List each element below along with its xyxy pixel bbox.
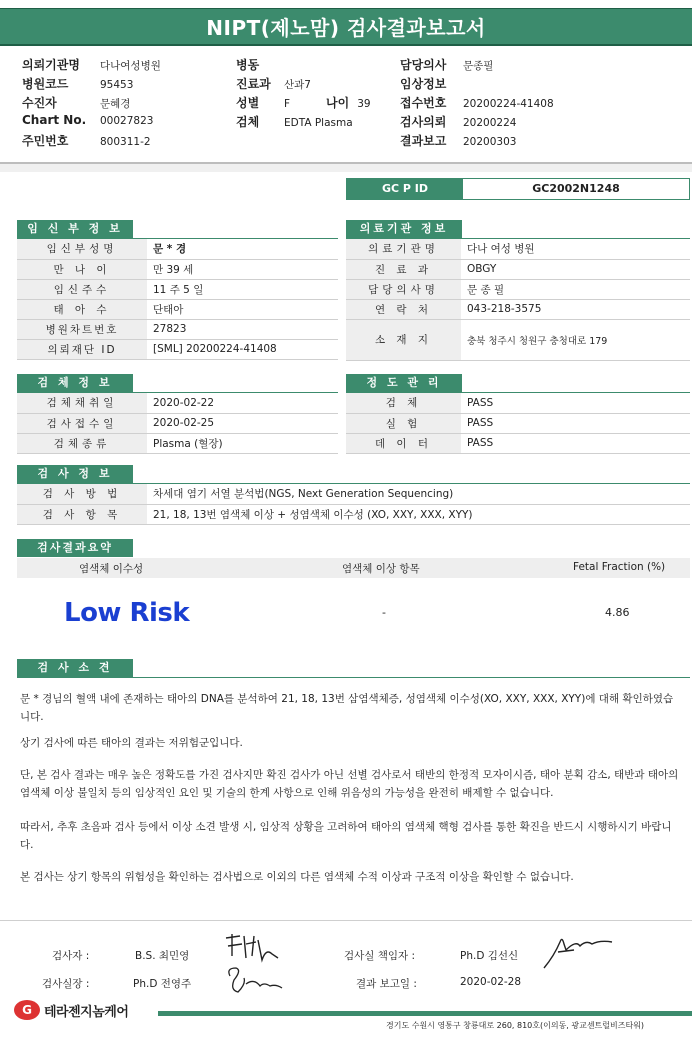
institution-info-table (346, 239, 690, 361)
specimen-table (17, 393, 338, 454)
section-heading-test: 검 사 정 보 (17, 465, 133, 483)
table-row: 임신부성명 문 * 경 (17, 239, 338, 259)
gc-pid-value: GC2002N1248 (532, 182, 620, 195)
header-field: 수진자 문혜경 (22, 96, 131, 110)
lead-label: 검사실 책임자 : (344, 950, 416, 962)
gc-pid-box (346, 178, 690, 200)
header-field: 검체 EDTA Plasma (236, 115, 353, 129)
header-field: 임상정보 (400, 77, 447, 91)
header-field: Chart No. 00027823 (22, 113, 154, 127)
report-title: NIPT(제노맘) 검사결과보고서 (0, 8, 692, 46)
section-heading-qc: 정 도 관 리 (346, 374, 462, 392)
footer-rule (158, 1011, 692, 1016)
table-row: 검 체 PASS (346, 393, 690, 413)
section-heading-specimen: 검 체 정 보 (17, 374, 133, 392)
signature-chief (220, 962, 286, 996)
table-row: 검사접수일 2020-02-25 (17, 413, 338, 433)
finding-paragraph: 문 * 경님의 혈액 내에 존재하는 태아의 DNA를 분석하여 21, 18, 13번 삼염색체증, 성염색체 이수성(XO, XXY, XXX, XYY)에 대해 확인하였습니다. (20, 693, 674, 723)
logo-mark: G (14, 1000, 40, 1020)
section-rule (17, 677, 690, 678)
header-field-age: 나이 39 (326, 96, 371, 110)
gc-pid-label: GC P ID (347, 179, 463, 199)
header-field: 진료과 산과7 (236, 77, 311, 91)
lead-name: Ph.D 김선신 (460, 950, 519, 962)
table-row: 태 아 수 단태아 (17, 299, 338, 319)
risk-result: Low Risk (64, 598, 190, 628)
table-row: 검 사 항 목 21, 18, 13번 염색체 이상 + 성염색체 이수성 (XO, XXY, XXX, XYY) (17, 504, 690, 524)
report-date-value: 2020-02-28 (460, 976, 522, 988)
section-heading-findings: 검 사 소 견 (17, 659, 133, 677)
company-logo (14, 998, 174, 1022)
section-heading-pregnant: 임 신 부 정 보 (17, 220, 133, 238)
summary-header (17, 558, 690, 578)
finding-paragraph: 본 검사는 상기 항목의 위험성을 확인하는 검사법으로 이외의 다른 염색체 수적 이상과 구조적 이상을 확인할 수 없습니다. (20, 871, 574, 883)
company-address: 경기도 수원시 영통구 창룡대로 260, 810호(이의동, 광교센트럴비즈타워) (386, 1021, 645, 1030)
table-row: 검 사 방 법 차세대 염기 서열 분석법(NGS, Next Generation Sequencing) (17, 484, 690, 504)
summary-col-abnormal: 염색체 이상 항목 (342, 563, 420, 575)
chief-name: Ph.D 전영주 (133, 978, 192, 990)
tester-label: 검사자 : (52, 950, 90, 962)
finding-paragraph: 따라서, 추후 초음파 검사 등에서 이상 소견 발생 시, 임상적 상황을 고려하여 태아의 염색체 핵형 검사를 통한 확진을 반드시 시행하시기 바랍니다. (20, 821, 672, 851)
company-name: 테라젠지놈케어 (44, 1005, 129, 1020)
abnormal-value: - (382, 606, 386, 619)
table-row: 소 재 지 충북 청주시 청원구 충청대로 179 (346, 319, 690, 360)
test-info-table (17, 484, 690, 525)
report-date-label: 결과 보고일 : (356, 978, 417, 990)
table-row: 의뢰재단 ID [SML] 20200224-41408 (17, 339, 338, 359)
pregnant-info-table (17, 239, 338, 360)
fetal-fraction-value: 4.86 (605, 606, 630, 619)
finding-paragraph: 상기 검사에 따른 태아의 결과는 저위험군입니다. (20, 737, 243, 749)
header-field: 검사의뢰 20200224 (400, 115, 517, 129)
table-row: 데 이 터 PASS (346, 433, 690, 453)
table-row: 만 나 이 만 39 세 (17, 259, 338, 279)
table-row: 진 료 과 OBGY (346, 259, 690, 279)
header-info (0, 46, 692, 164)
section-heading-summary: 검사결과요약 (17, 539, 133, 557)
header-field: 성별 F (236, 96, 291, 110)
qc-table (346, 393, 690, 454)
signature-tester (222, 930, 282, 964)
header-field: 결과보고 20200303 (400, 134, 517, 148)
header-field: 담당의사 문종필 (400, 58, 494, 72)
summary-col-aneuploidy: 염색체 이수성 (79, 563, 144, 575)
table-row: 연 락 처 043-218-3575 (346, 299, 690, 319)
header-field: 주민번호 800311-2 (22, 134, 151, 148)
header-field: 병원코드 95453 (22, 77, 134, 91)
finding-paragraph: 단, 본 검사 결과는 매우 높은 정확도를 가진 검사지만 확진 검사가 아닌 선별 검사로서 태반의 한정적 모자이시즘, 태아 분획 감소, 태반과 태아의 염색체 이상 불일치 등의 임상적인 요인 및 기술의 한계 사항으로 인해 위음성의 가능성을 완전히 배제할 수 없습니다. (20, 769, 679, 799)
header-field: 접수번호 20200224-41408 (400, 96, 554, 110)
table-row: 담당의사명 문 종 필 (346, 279, 690, 299)
signature-lead (540, 932, 616, 972)
table-row: 검체종류 Plasma (혈장) (17, 433, 338, 453)
table-row: 임신주수 11 주 5 일 (17, 279, 338, 299)
separator (0, 164, 692, 172)
tester-name: B.S. 최민영 (135, 950, 190, 962)
section-heading-institution: 의료기관 정보 (346, 220, 462, 238)
table-row: 실 험 PASS (346, 413, 690, 433)
table-row: 검체채취일 2020-02-22 (17, 393, 338, 413)
summary-col-fetal-fraction: Fetal Fraction (%) (573, 561, 666, 573)
table-row: 의료기관명 다나 여성 병원 (346, 239, 690, 259)
header-field: 의뢰기관명 다나여성병원 (22, 58, 161, 72)
table-row: 병원차트번호 27823 (17, 319, 338, 339)
header-field: 병동 (236, 58, 260, 72)
chief-label: 검사실장 : (42, 978, 90, 990)
